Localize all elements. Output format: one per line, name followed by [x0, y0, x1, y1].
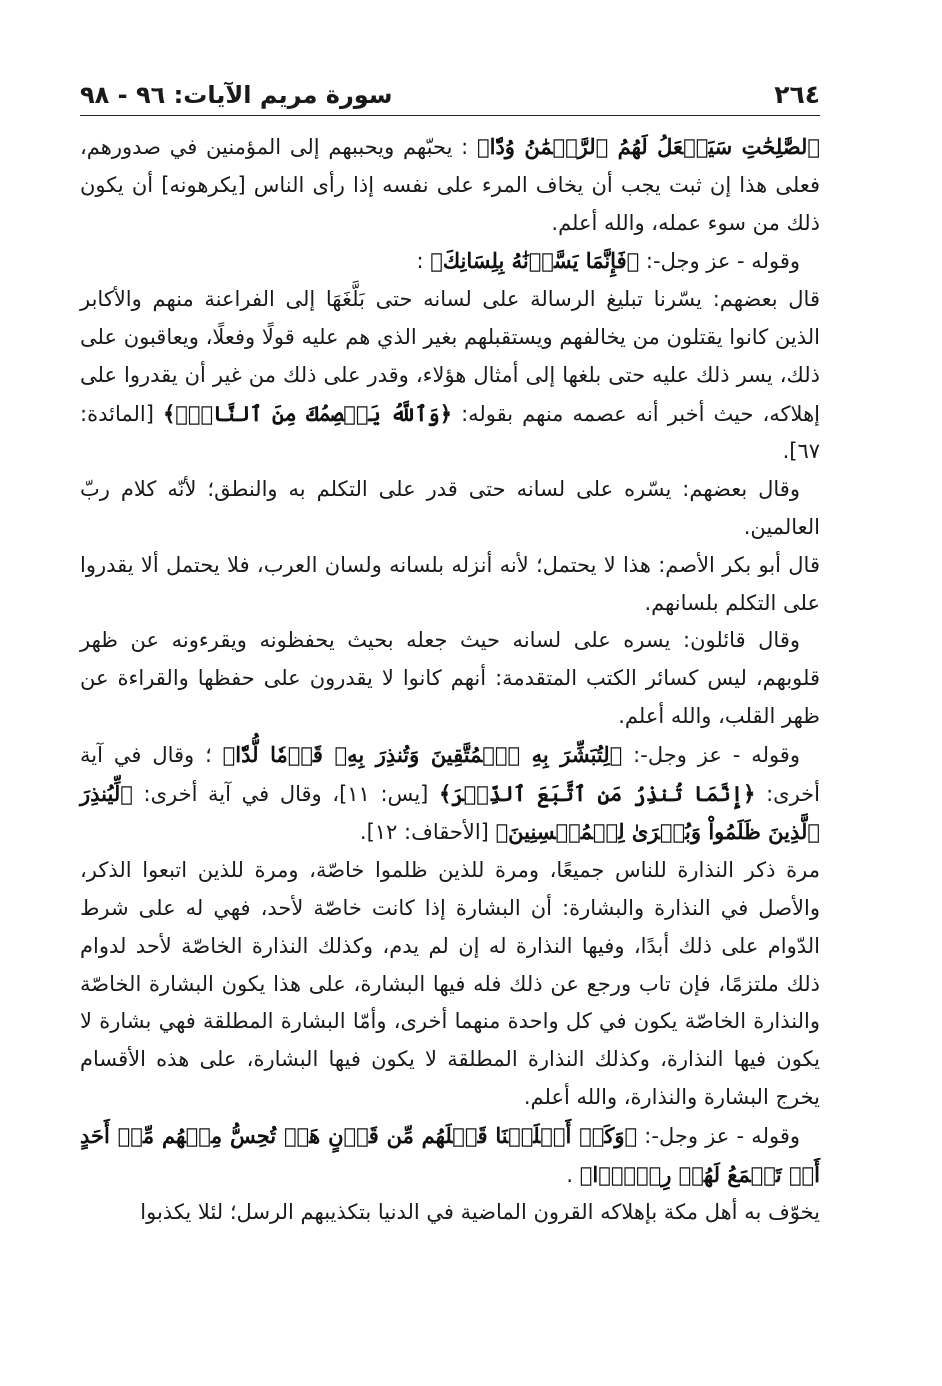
- paragraph-9: [80, 1117, 820, 1195]
- paragraph-text: مرة ذكر النذارة للناس جميعًا، ومرة للذين ظلموا خاصّة، ومرة للذين اتبعوا الذكر، والأصل في النذارة والبشارة: أن البشارة إذا كانت خاصّة لأحد، فهي له على شرط الدّوام على ذلك أبدًا، وفيها النذارة له إن لم يدم، وكذلك النذارة الخاصّة لأحد لدوام ذلك ملتزمًا، فإن تاب ورجع عن ذلك فله فيها البشارة، على هذا يكون البشارة الخاصّة والنذارة الخاصّة يكون في كل واحدة منهما أخرى، وأمّا البشارة المطلقة فهي بشارة لا يكون فيها النذارة، وكذلك النذارة المطلقة لا يكون فيها البشارة، على هذه الأقسام يخرج البشارة والنذارة، والله أعلم.: [80, 858, 820, 1109]
- paragraph-1: [80, 128, 820, 242]
- paragraph-text: يخوّف به أهل مكة بإهلاكه القرون الماضية في الدنيا بتكذيبهم الرسل؛ لئلا يكذبوا: [140, 1200, 820, 1225]
- paragraph-lead: وقوله - عز وجل-:: [622, 742, 800, 767]
- quran-verse: ﴿إِنَّمَا تُنذِرُ مَنِ ٱتَّبَعَ ٱلذِّكۡرَ﴾: [439, 780, 756, 806]
- paragraph-text: ؛ وقال في آية أخرى:: [80, 742, 820, 806]
- paragraph-8: [80, 852, 820, 1117]
- verse-reference: [الأحقاف: ١٢].: [359, 820, 489, 845]
- book-page: [80, 70, 820, 1350]
- quran-verse: ﴿لِتُبَشِّرَ بِهِ ٱلۡمُتَّقِينَ وَتُنذِرَ بِهِۦ قَوۡمٗا لُّدّٗا﴾: [222, 741, 623, 767]
- paragraph-text: :: [416, 249, 424, 274]
- quran-verse: ٱلصَّٰلِحَٰتِ سَيَجۡعَلُ لَهُمُ ٱلرَّحۡمَٰنُ وُدّٗا﴾: [477, 134, 820, 159]
- verse-reference: [المائدة: ٦٧].: [80, 401, 820, 464]
- paragraph-10: [80, 1194, 820, 1232]
- paragraph-4: [80, 471, 820, 547]
- quran-verse: ﴿لِّيُنذِرَ ٱلَّذِينَ ظَلَمُواْ وَبُشۡرَىٰ لِلۡمُحۡسِنِينَ﴾: [80, 780, 820, 845]
- verse-reference: [يس: ١١]، وقال في آية أخرى:: [132, 781, 429, 806]
- paragraph-2: [80, 242, 820, 281]
- paragraph-text: قال أبو بكر الأصم: هذا لا يحتمل؛ لأنه أنزله بلسانه ولسان العرب، فلا يحتمل ألا يقدروا على التكلم بلسانهم.: [80, 552, 820, 615]
- quran-verse: ﴿وَٱللَّهُ يَعۡصِمُكَ مِنَ ٱلنَّاسِۗ﴾: [163, 400, 452, 426]
- running-title: سورة مريم الآيات: ٩٦ - ٩٨: [80, 81, 393, 109]
- quran-verse: ﴿وَكَمۡ أَهۡلَكۡنَا قَبۡلَهُم مِّن قَرۡنٍ هَلۡ تُحِسُّ مِنۡهُم مِّنۡ أَحَدٍ أَوۡ تَسۡمَعُ لَهُمۡ رِكۡزَۢا﴾: [80, 1122, 820, 1187]
- paragraph-lead: وقوله - عز وجل-:: [637, 1123, 800, 1148]
- quran-verse: ﴿فَإِنَّمَا يَسَّرۡنَٰهُ بِلِسَانِكَ﴾: [430, 248, 640, 274]
- paragraph-3: [80, 281, 820, 471]
- paragraph-7: [80, 736, 820, 852]
- page-header: [80, 70, 820, 116]
- page-number: ٢٦٤: [774, 80, 820, 109]
- paragraph-text: : يحبّهم ويحببهم إلى المؤمنين في صدورهم، فعلى هذا إن ثبت يجب أن يخاف المرء على نفسه إذا رأى الناس [يكرهونه] أن يكون ذلك من سوء عمله، والله أعلم.: [80, 135, 820, 235]
- paragraph-5: [80, 547, 820, 623]
- paragraph-6: [80, 622, 820, 735]
- paragraph-text: قال بعضهم: يسّرنا تبليغ الرسالة على لسانه حتى بَلَّغَهَا إلى الفراعنة منهم والأكابر الذين كانوا يقتلون من يخالفهم ويستقبلهم بغير الذي هم عليه قولًا وفعلًا، ويعاقبون على ذلك، يسر ذلك عليه حتى بلغها إلى أمثال هؤلاء، وقدر على ذلك من غير أن يقدروا على إهلاكه، حيث أخبر أنه عصمه منهم بقوله:: [80, 287, 820, 426]
- paragraph-text: وقال بعضهم: يسّره على لسانه حتى قدر على التكلم به والنطق؛ لأنّه كلام ربّ العالمين.: [80, 477, 820, 539]
- paragraph-lead: وقوله - عز وجل-:: [639, 249, 800, 274]
- paragraph-text: .: [566, 1162, 574, 1187]
- page-body: [80, 128, 820, 1232]
- paragraph-text: وقال قائلون: يسره على لسانه حيث جعله بحيث يحفظونه ويقرءونه عن ظهر قلوبهم، ليس كسائر الكتب المتقدمة: أنهم كانوا لا يقدرون على حفظها والقراءة عن ظهر القلب، والله أعلم.: [80, 628, 820, 728]
